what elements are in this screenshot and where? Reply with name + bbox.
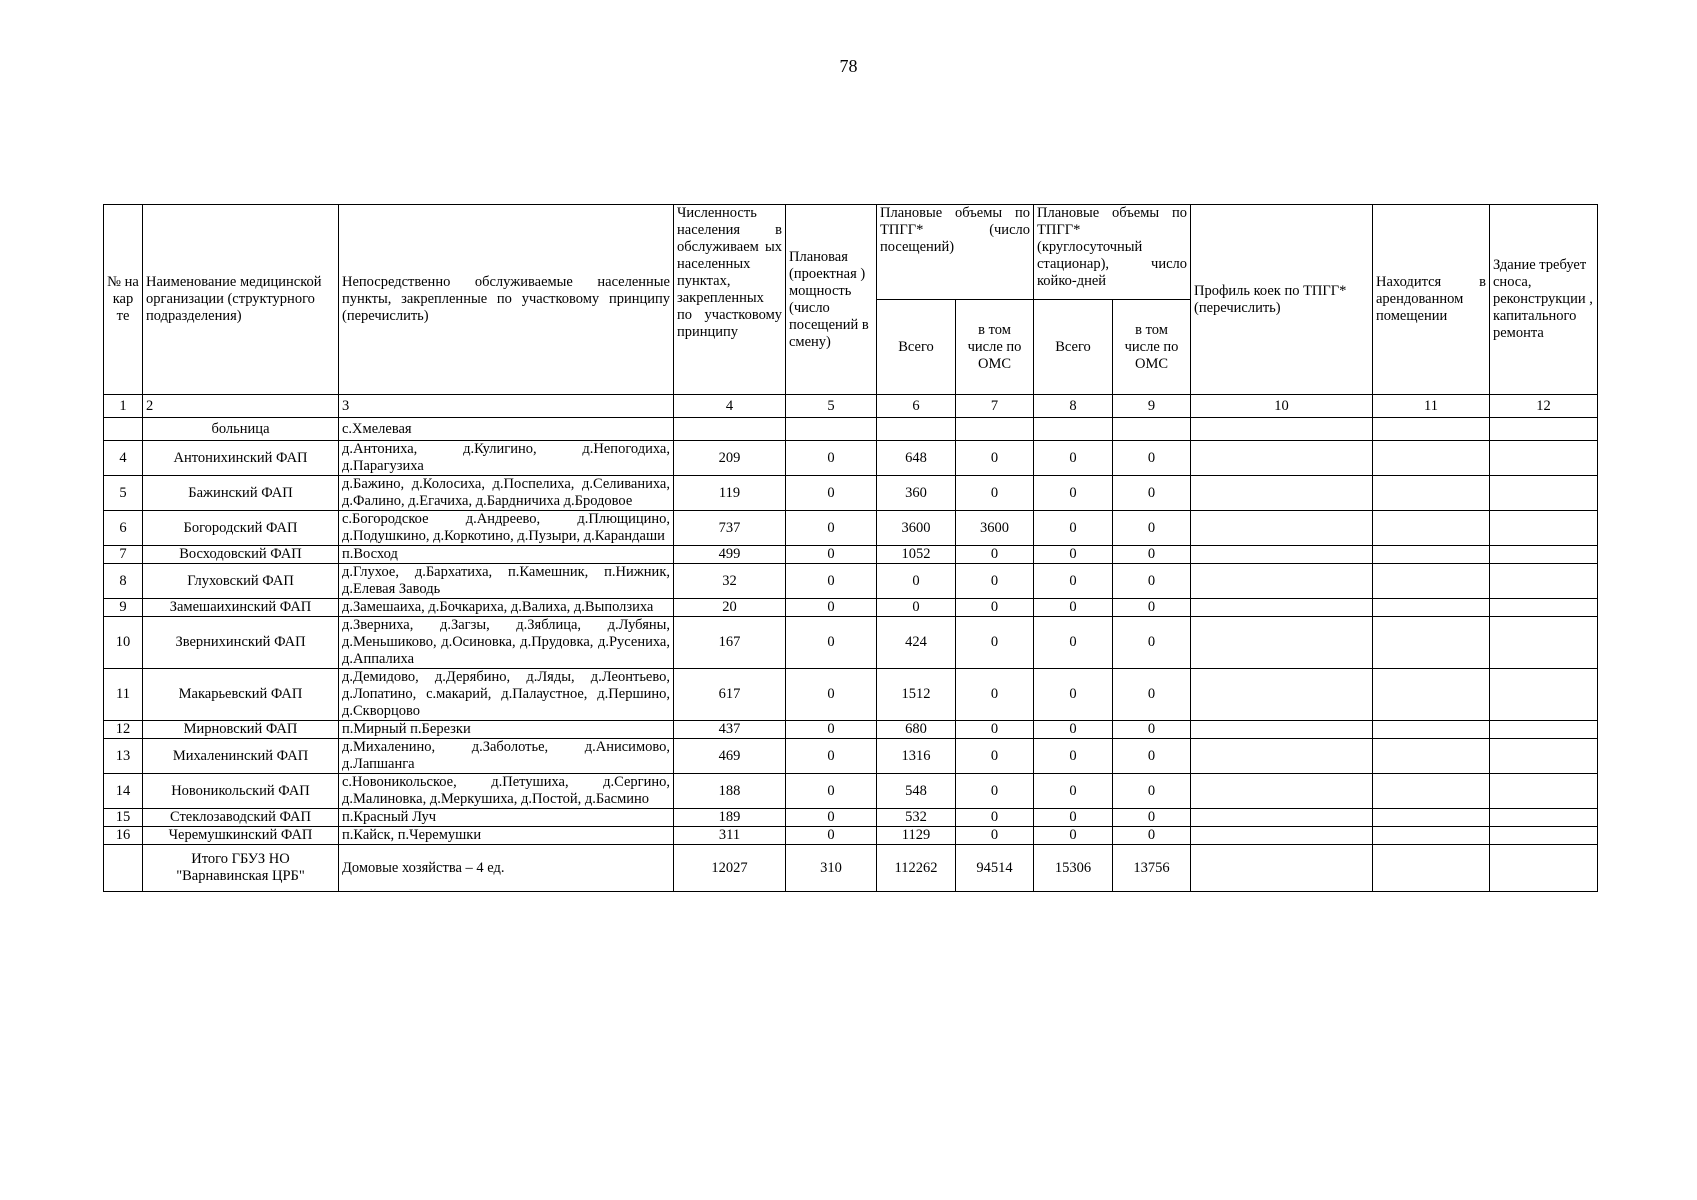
cell-number: 12 [104, 721, 143, 739]
cell-capacity: 0 [786, 511, 877, 546]
cell-population: 119 [674, 476, 786, 511]
cell-capacity: 0 [786, 721, 877, 739]
cell-beds-oms: 0 [1113, 564, 1191, 599]
cell-settlements: д.Бажино, д.Колосиха, д.Поспелиха, д.Селиваниха, д.Фалино, д.Егачиха, д.Бардничиха д.Бродовое [339, 476, 674, 511]
total-visits-oms: 94514 [956, 845, 1034, 892]
cell-beds-oms: 0 [1113, 476, 1191, 511]
cell-visits-total: 3600 [877, 511, 956, 546]
cell-number: 15 [104, 809, 143, 827]
cell-visits-total: 360 [877, 476, 956, 511]
cell-building-repair [1490, 669, 1598, 721]
cell-capacity [786, 418, 877, 441]
header-visits-group: Плановые объемы по ТПГГ* (число посещений) [877, 205, 1034, 300]
cell-bed-profile [1191, 418, 1373, 441]
cell-number: 11 [104, 669, 143, 721]
cell-population [674, 418, 786, 441]
cell-building-repair [1490, 721, 1598, 739]
cell-rented [1373, 827, 1490, 845]
cell-rented [1373, 774, 1490, 809]
table-row [104, 809, 1598, 827]
cell-visits-total: 0 [877, 564, 956, 599]
cell-number: 6 [104, 511, 143, 546]
column-number: 9 [1113, 395, 1191, 418]
header-number: № на кар те [104, 205, 143, 395]
cell-building-repair [1490, 418, 1598, 441]
cell-visits-oms: 0 [956, 564, 1034, 599]
cell-bed-profile [1191, 511, 1373, 546]
cell-number: 4 [104, 441, 143, 476]
cell-number [104, 845, 143, 892]
cell-beds-oms: 0 [1113, 441, 1191, 476]
cell-number: 10 [104, 617, 143, 669]
cell-visits-oms: 0 [956, 827, 1034, 845]
cell-population: 167 [674, 617, 786, 669]
cell-visits-total: 1052 [877, 546, 956, 564]
cell-bed-profile [1191, 617, 1373, 669]
cell-rented [1373, 546, 1490, 564]
cell-population: 189 [674, 809, 786, 827]
cell-visits-total: 548 [877, 774, 956, 809]
cell-bed-profile [1191, 546, 1373, 564]
cell-population: 32 [674, 564, 786, 599]
cell-beds-oms: 0 [1113, 827, 1191, 845]
cell-number: 16 [104, 827, 143, 845]
column-number: 6 [877, 395, 956, 418]
column-number: 4 [674, 395, 786, 418]
cell-beds-total: 0 [1034, 476, 1113, 511]
cell-bed-profile [1191, 441, 1373, 476]
table-row [104, 617, 1598, 669]
cell-visits-oms: 0 [956, 617, 1034, 669]
cell-organization: Михаленинский ФАП [143, 739, 339, 774]
cell-building-repair [1490, 617, 1598, 669]
table-row [104, 546, 1598, 564]
cell-visits-oms: 0 [956, 476, 1034, 511]
header-building-repair: Здание требует сноса, реконструкции , капитального ремонта [1490, 205, 1598, 395]
cell-beds-oms: 0 [1113, 669, 1191, 721]
header-capacity: Плановая (проектная ) мощность (число посещений в смену) [786, 205, 877, 395]
cell-rented [1373, 599, 1490, 617]
cell-beds-total [1034, 418, 1113, 441]
cell-organization: Богородский ФАП [143, 511, 339, 546]
cell-population: 617 [674, 669, 786, 721]
table-row [104, 511, 1598, 546]
page-number: 78 [839, 56, 858, 76]
total-row [104, 845, 1598, 892]
cell-beds-total: 0 [1034, 564, 1113, 599]
cell-visits-oms [956, 418, 1034, 441]
header-beds-oms: в том числе по ОМС [1113, 300, 1191, 395]
table-row [104, 669, 1598, 721]
cell-rented [1373, 564, 1490, 599]
cell-beds-oms: 0 [1113, 809, 1191, 827]
cell-bed-profile [1191, 564, 1373, 599]
cell-population: 209 [674, 441, 786, 476]
cell-building-repair [1490, 476, 1598, 511]
cell-beds-total: 0 [1034, 511, 1113, 546]
header-bed-profile: Профиль коек по ТПГГ* (перечислить) [1191, 205, 1373, 395]
cell-rented [1373, 845, 1490, 892]
cell-settlements: д.Антониха, д.Кулигино, д.Непогодиха, д.Парагузиха [339, 441, 674, 476]
cell-beds-total: 0 [1034, 827, 1113, 845]
cell-bed-profile [1191, 739, 1373, 774]
cell-settlements: д.Демидово, д.Дерябино, д.Ляды, д.Леонтьево, д.Лопатино, с.макарий, д.Палаустное, д.Першино, д.Скворцово [339, 669, 674, 721]
cell-population: 188 [674, 774, 786, 809]
cell-visits-oms: 0 [956, 669, 1034, 721]
cell-building-repair [1490, 441, 1598, 476]
cell-settlements: п.Кайск, п.Черемушки [339, 827, 674, 845]
cell-capacity: 0 [786, 617, 877, 669]
total-beds-total: 15306 [1034, 845, 1113, 892]
column-number: 5 [786, 395, 877, 418]
header-visits-total: Всего [877, 300, 956, 395]
header-population: Численность населения в обслуживаем ых населенных пунктах, закрепленных по участковому принципу [674, 205, 786, 395]
cell-number [104, 418, 143, 441]
cell-beds-oms: 0 [1113, 774, 1191, 809]
cell-building-repair [1490, 774, 1598, 809]
cell-beds-total: 0 [1034, 441, 1113, 476]
cell-number: 5 [104, 476, 143, 511]
cell-number: 8 [104, 564, 143, 599]
cell-visits-total: 532 [877, 809, 956, 827]
cell-capacity: 0 [786, 774, 877, 809]
cell-beds-total: 0 [1034, 774, 1113, 809]
cell-organization: Звернихинский ФАП [143, 617, 339, 669]
cell-settlements: д.Замешаиха, д.Бочкариха, д.Валиха, д.Выползиха [339, 599, 674, 617]
cell-visits-oms: 0 [956, 599, 1034, 617]
total-settlements: Домовые хозяйства – 4 ед. [339, 845, 674, 892]
cell-settlements: п.Красный Луч [339, 809, 674, 827]
cell-bed-profile [1191, 599, 1373, 617]
cell-organization: Макарьевский ФАП [143, 669, 339, 721]
table-row [104, 721, 1598, 739]
cell-building-repair [1490, 809, 1598, 827]
cell-number: 9 [104, 599, 143, 617]
table-row [104, 476, 1598, 511]
cell-capacity: 0 [786, 739, 877, 774]
cell-rented [1373, 617, 1490, 669]
cell-visits-total: 1512 [877, 669, 956, 721]
cell-visits-total: 0 [877, 599, 956, 617]
header-settlements: Непосредственно обслуживаемые населенные пункты, закрепленные по участковому принципу (перечислить) [339, 205, 674, 395]
cell-number: 7 [104, 546, 143, 564]
header-organization: Наименование медицинской организации (структурного подразделения) [143, 205, 339, 395]
cell-visits-total: 680 [877, 721, 956, 739]
cell-building-repair [1490, 739, 1598, 774]
cell-building-repair [1490, 546, 1598, 564]
cell-beds-oms: 0 [1113, 721, 1191, 739]
cell-beds-oms: 0 [1113, 511, 1191, 546]
cell-rented [1373, 809, 1490, 827]
table-row [104, 564, 1598, 599]
cell-settlements: п.Восход [339, 546, 674, 564]
column-number: 12 [1490, 395, 1598, 418]
total-population: 12027 [674, 845, 786, 892]
cell-bed-profile [1191, 827, 1373, 845]
column-number: 10 [1191, 395, 1373, 418]
column-number: 1 [104, 395, 143, 418]
cell-number: 13 [104, 739, 143, 774]
cell-building-repair [1490, 827, 1598, 845]
cell-capacity: 0 [786, 546, 877, 564]
cell-population: 20 [674, 599, 786, 617]
cell-population: 737 [674, 511, 786, 546]
cell-organization: Бажинский ФАП [143, 476, 339, 511]
cell-organization: Антонихинский ФАП [143, 441, 339, 476]
cell-beds-oms: 0 [1113, 546, 1191, 564]
table-body [104, 418, 1598, 845]
cell-settlements: п.Мирный п.Березки [339, 721, 674, 739]
header-beds-group: Плановые объемы по ТПГГ* (круглосуточный стационар), число койко-дней [1034, 205, 1191, 300]
cell-settlements: с.Богородское д.Андреево, д.Плющицино, д.Подушкино, д.Коркотино, д.Пузыри, д.Карандаши [339, 511, 674, 546]
table-row [104, 774, 1598, 809]
cell-organization: Мирновский ФАП [143, 721, 339, 739]
cell-rented [1373, 476, 1490, 511]
cell-beds-oms: 0 [1113, 599, 1191, 617]
cell-beds-oms: 0 [1113, 617, 1191, 669]
table-row [104, 739, 1598, 774]
cell-settlements: с.Хмелевая [339, 418, 674, 441]
cell-visits-total: 648 [877, 441, 956, 476]
column-number: 8 [1034, 395, 1113, 418]
cell-visits-oms: 0 [956, 809, 1034, 827]
hospital-row [104, 418, 1598, 441]
cell-bed-profile [1191, 774, 1373, 809]
cell-capacity: 0 [786, 441, 877, 476]
table-footer [104, 845, 1598, 892]
cell-visits-oms: 0 [956, 739, 1034, 774]
facilities-table [103, 204, 1598, 892]
cell-visits-oms: 0 [956, 546, 1034, 564]
cell-bed-profile [1191, 669, 1373, 721]
cell-capacity: 0 [786, 564, 877, 599]
cell-visits-total: 424 [877, 617, 956, 669]
cell-beds-total: 0 [1034, 739, 1113, 774]
cell-population: 499 [674, 546, 786, 564]
cell-visits-oms: 3600 [956, 511, 1034, 546]
cell-number: 14 [104, 774, 143, 809]
cell-settlements: д.Глухое, д.Бархатиха, п.Камешник, п.Нижник, д.Елевая Заводь [339, 564, 674, 599]
cell-settlements: д.Михаленино, д.Заболотье, д.Анисимово, д.Лапшанга [339, 739, 674, 774]
cell-beds-total: 0 [1034, 617, 1113, 669]
cell-building-repair [1490, 599, 1598, 617]
header-row-1 [104, 205, 1598, 300]
cell-beds-total: 0 [1034, 809, 1113, 827]
cell-building-repair [1490, 845, 1598, 892]
cell-rented [1373, 441, 1490, 476]
cell-beds-total: 0 [1034, 721, 1113, 739]
header-beds-total: Всего [1034, 300, 1113, 395]
cell-visits-oms: 0 [956, 774, 1034, 809]
table-row [104, 441, 1598, 476]
cell-population: 469 [674, 739, 786, 774]
cell-visits-oms: 0 [956, 441, 1034, 476]
cell-capacity: 0 [786, 669, 877, 721]
cell-bed-profile [1191, 476, 1373, 511]
cell-visits-oms: 0 [956, 721, 1034, 739]
total-visits-total: 112262 [877, 845, 956, 892]
table-row [104, 827, 1598, 845]
cell-capacity: 0 [786, 809, 877, 827]
cell-settlements: д.Зверниха, д.Загзы, д.Зяблица, д.Лубяны, д.Меньшиково, д.Осиновка, д.Прудовка, д.Русениха, д.Аппалиха [339, 617, 674, 669]
cell-beds-total: 0 [1034, 669, 1113, 721]
header-rented: Находится в арендованном помещении [1373, 205, 1490, 395]
cell-organization: Глуховский ФАП [143, 564, 339, 599]
column-number-row [104, 395, 1598, 418]
total-capacity: 310 [786, 845, 877, 892]
cell-capacity: 0 [786, 599, 877, 617]
cell-rented [1373, 739, 1490, 774]
cell-bed-profile [1191, 721, 1373, 739]
cell-organization: Замешаихинский ФАП [143, 599, 339, 617]
cell-building-repair [1490, 511, 1598, 546]
cell-settlements: с.Новоникольское, д.Петушиха, д.Сергино, д.Малиновка, д.Меркушиха, д.Постой, д.Басмино [339, 774, 674, 809]
cell-beds-oms [1113, 418, 1191, 441]
cell-capacity: 0 [786, 476, 877, 511]
cell-beds-total: 0 [1034, 546, 1113, 564]
table-row [104, 599, 1598, 617]
total-organization: Итого ГБУЗ НО "Варнавинская ЦРБ" [143, 845, 339, 892]
cell-visits-total: 1129 [877, 827, 956, 845]
cell-rented [1373, 669, 1490, 721]
cell-organization: Новоникольский ФАП [143, 774, 339, 809]
cell-organization: Восходовский ФАП [143, 546, 339, 564]
cell-organization: Черемушкинский ФАП [143, 827, 339, 845]
cell-rented [1373, 721, 1490, 739]
header-visits-oms: в том числе по ОМС [956, 300, 1034, 395]
column-number: 2 [143, 395, 339, 418]
column-number: 11 [1373, 395, 1490, 418]
cell-rented [1373, 418, 1490, 441]
cell-capacity: 0 [786, 827, 877, 845]
cell-visits-total [877, 418, 956, 441]
cell-population: 311 [674, 827, 786, 845]
cell-bed-profile [1191, 809, 1373, 827]
cell-organization: Стеклозаводский ФАП [143, 809, 339, 827]
cell-bed-profile [1191, 845, 1373, 892]
cell-beds-total: 0 [1034, 599, 1113, 617]
total-beds-oms: 13756 [1113, 845, 1191, 892]
cell-population: 437 [674, 721, 786, 739]
cell-visits-total: 1316 [877, 739, 956, 774]
column-number: 7 [956, 395, 1034, 418]
cell-building-repair [1490, 564, 1598, 599]
cell-organization: больница [143, 418, 339, 441]
column-number: 3 [339, 395, 674, 418]
cell-rented [1373, 511, 1490, 546]
cell-beds-oms: 0 [1113, 739, 1191, 774]
table-header [104, 205, 1598, 418]
